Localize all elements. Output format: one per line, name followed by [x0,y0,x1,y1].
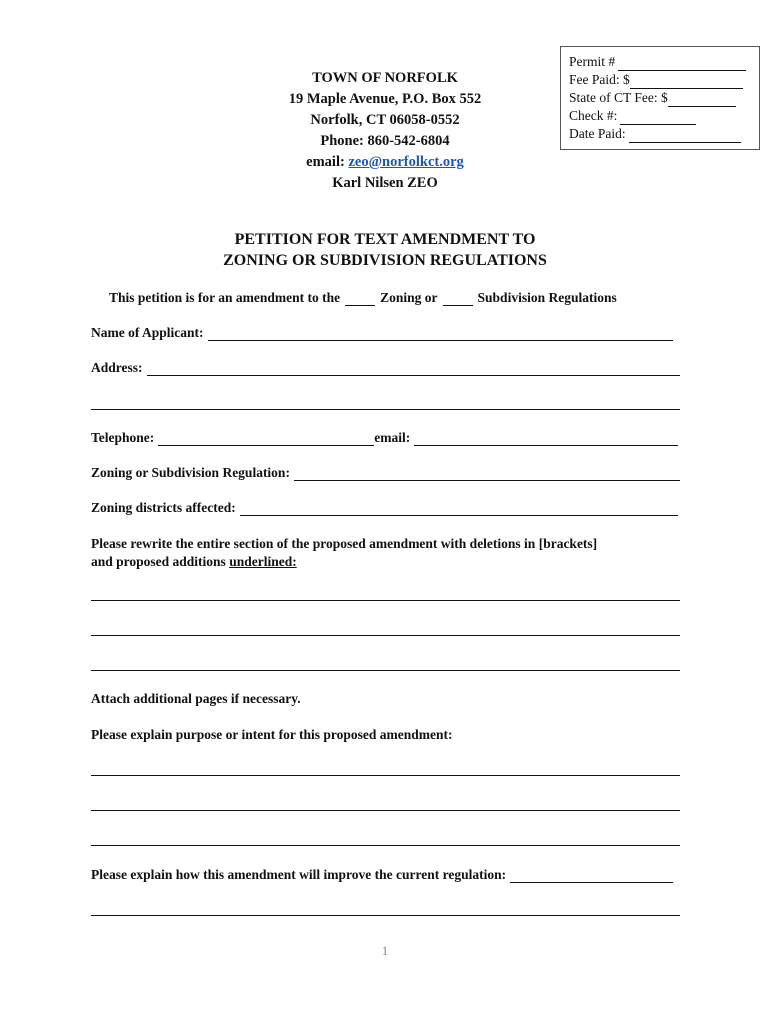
purpose-label: Please explain purpose or intent for this proposed amendment: [91,727,453,742]
improvement-label: Please explain how this amendment will improve the current regulation: [91,867,507,882]
amendment-type-text: This petition is for an amendment to the [109,290,341,305]
rewrite-underlined-word: underlined: [229,554,297,569]
permit-number-field[interactable] [618,56,746,71]
street-address: 19 Maple Avenue, P.O. Box 552 [288,91,482,107]
email-label: email: [306,154,349,170]
date-paid-field[interactable] [629,128,741,143]
improvement-field[interactable] [510,868,673,883]
amendment-text-line-3[interactable] [91,670,680,671]
date-paid-row [569,125,751,143]
email-line [0,152,770,173]
contact-row [91,430,678,446]
state-fee-row [569,89,751,107]
regulation-row [91,465,680,481]
office-use-box [560,46,760,150]
title-line-2: ZONING OR SUBDIVISION REGULATIONS [223,252,547,269]
rewrite-line-2 [91,553,597,571]
purpose-line-1[interactable] [91,775,680,776]
address-label: Address: [91,360,143,375]
districts-field[interactable] [240,501,678,516]
state-fee-field[interactable] [668,92,736,107]
address-row [91,360,680,376]
applicant-label: Name of Applicant: [91,325,204,340]
check-number-row [569,107,751,125]
email-link[interactable]: zeo@norfolkct.org [348,154,464,170]
state-fee-label: State of CT Fee: $ [569,90,668,105]
zoning-choice-field[interactable] [345,291,375,306]
city-address: Norfolk, CT 06058-0552 [310,112,460,128]
page-number: 1 [381,943,389,958]
rewrite-text: and proposed additions [91,554,230,569]
address-field[interactable] [147,361,680,376]
email-field-label: email: [374,430,411,445]
applicant-row [91,325,673,341]
purpose-line-3[interactable] [91,845,680,846]
email-field[interactable] [414,431,678,446]
town-name: TOWN OF NORFOLK [312,70,458,86]
fee-paid-field[interactable] [630,74,743,89]
rewrite-line-1: Please rewrite the entire section of the proposed amendment with deletions in [brackets] [91,536,598,551]
districts-row [91,500,678,516]
telephone-field[interactable] [158,431,374,446]
phone-number: Phone: 860-542-6804 [320,133,450,149]
districts-label: Zoning districts affected: [91,500,236,515]
zoning-choice-label: Zoning or [380,290,438,305]
improvement-row [91,867,673,883]
title-line-1: PETITION FOR TEXT AMENDMENT TO [234,231,536,248]
check-number-field[interactable] [620,110,696,125]
amendment-text-line-1[interactable] [91,600,680,601]
subdivision-choice-label: Subdivision Regulations [477,290,617,305]
address-field-line-2[interactable] [91,409,680,410]
date-paid-label: Date Paid: [569,126,626,141]
subdivision-choice-field[interactable] [443,291,473,306]
fee-paid-label: Fee Paid: $ [569,72,630,87]
permit-number-label: Permit # [569,54,616,69]
rewrite-instructions [91,535,597,571]
telephone-label: Telephone: [91,430,155,445]
officer-name: Karl Nilsen ZEO [332,175,438,191]
purpose-line-2[interactable] [91,810,680,811]
attach-note: Attach additional pages if necessary. [91,691,301,706]
amendment-type-line [109,290,617,306]
check-number-label: Check #: [569,108,618,123]
permit-number-row [569,53,751,71]
regulation-label: Zoning or Subdivision Regulation: [91,465,290,480]
document-title [0,229,770,271]
improvement-line-2[interactable] [91,915,680,916]
amendment-text-line-2[interactable] [91,635,680,636]
regulation-field[interactable] [294,466,680,481]
fee-paid-row [569,71,751,89]
applicant-field[interactable] [208,326,674,341]
